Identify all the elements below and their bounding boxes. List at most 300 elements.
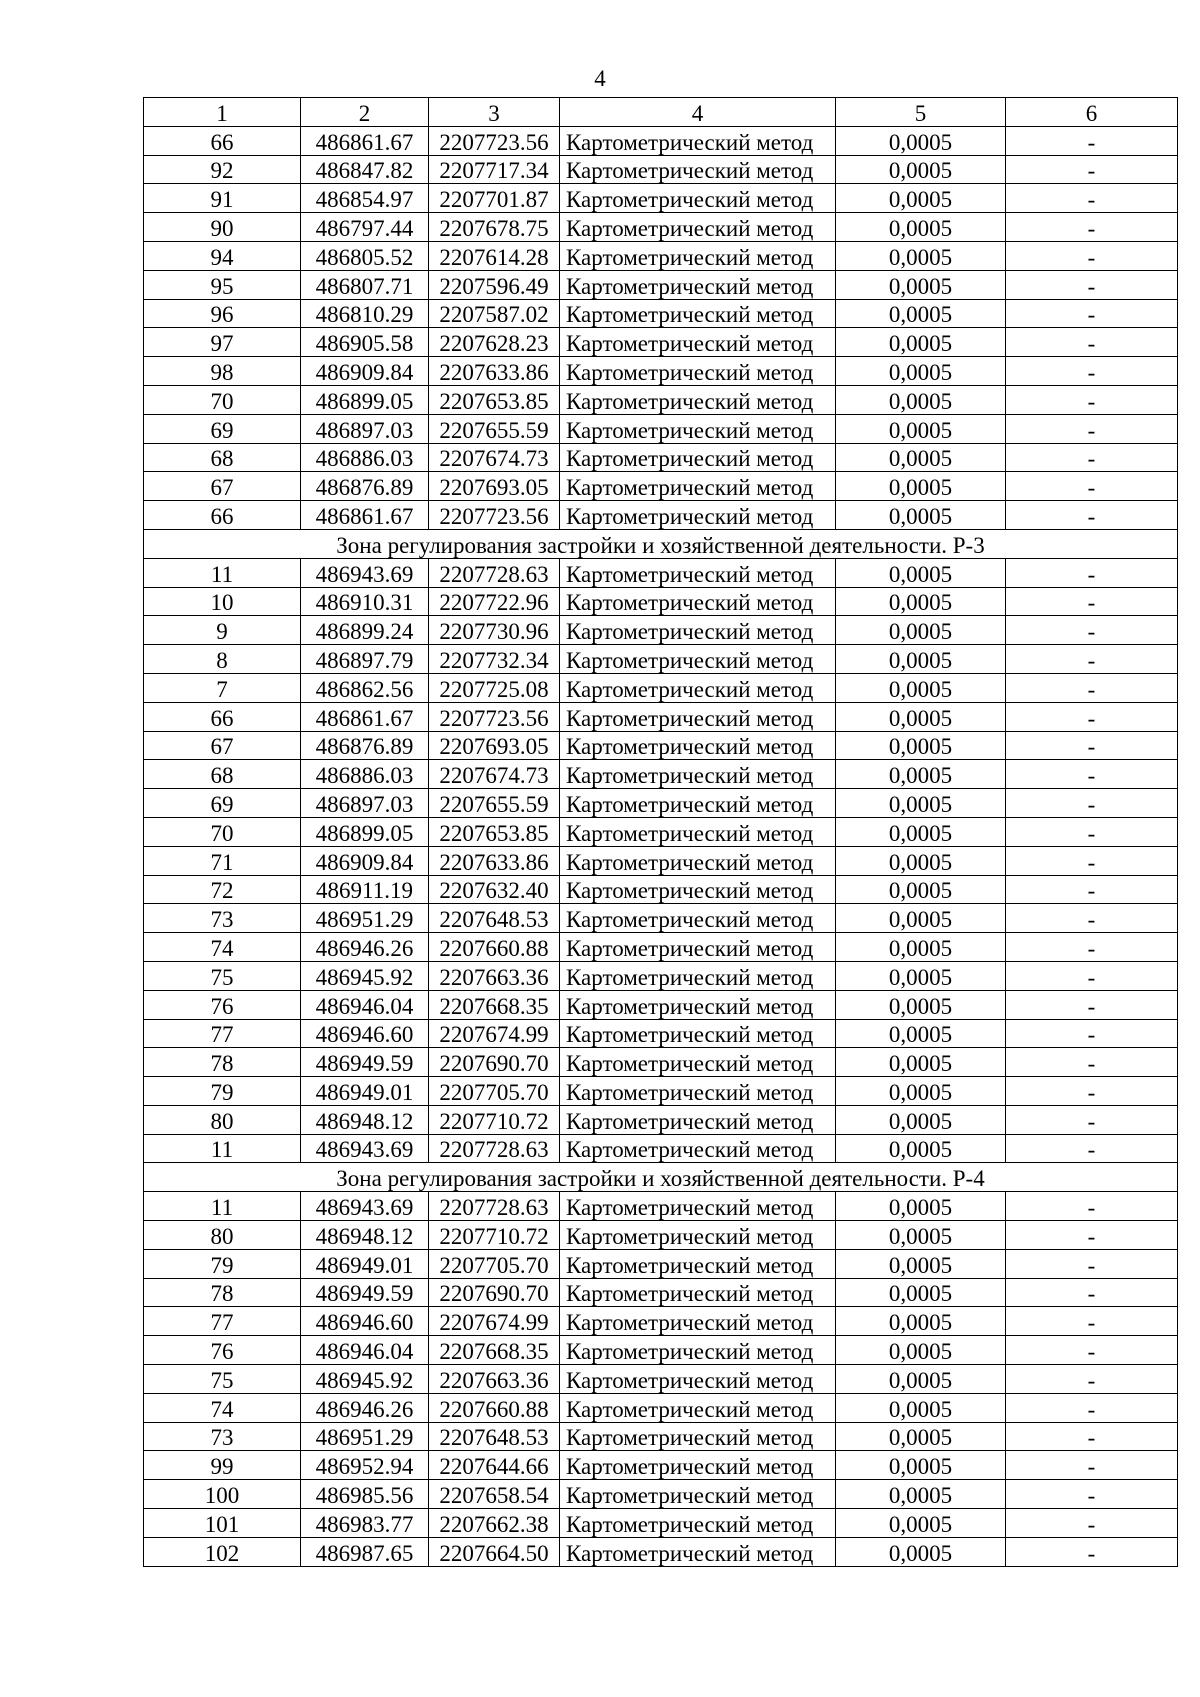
accuracy-cell: 0,0005 bbox=[836, 875, 1006, 904]
note-cell: - bbox=[1006, 328, 1178, 357]
method-cell: Картометрический метод bbox=[560, 1537, 836, 1566]
x-coordinate-cell: 486943.69 bbox=[301, 558, 429, 587]
note-cell: - bbox=[1006, 1019, 1178, 1048]
table-row bbox=[144, 328, 1178, 357]
accuracy-cell: 0,0005 bbox=[836, 1451, 1006, 1480]
table-row bbox=[144, 933, 1178, 962]
x-coordinate-cell: 486911.19 bbox=[301, 875, 429, 904]
method-cell: Картометрический метод bbox=[560, 1019, 836, 1048]
note-cell: - bbox=[1006, 299, 1178, 328]
note-cell: - bbox=[1006, 1365, 1178, 1394]
table-row bbox=[144, 1048, 1178, 1077]
accuracy-cell: 0,0005 bbox=[836, 933, 1006, 962]
note-cell: - bbox=[1006, 1393, 1178, 1422]
point-number-cell: 9 bbox=[144, 616, 301, 645]
y-coordinate-cell: 2207725.08 bbox=[429, 673, 560, 702]
method-cell: Картометрический метод bbox=[560, 1307, 836, 1336]
y-coordinate-cell: 2207655.59 bbox=[429, 789, 560, 818]
method-cell: Картометрический метод bbox=[560, 1221, 836, 1250]
table-body bbox=[144, 98, 1178, 1567]
x-coordinate-cell: 486807.71 bbox=[301, 270, 429, 299]
accuracy-cell: 0,0005 bbox=[836, 760, 1006, 789]
point-number-cell: 74 bbox=[144, 933, 301, 962]
y-coordinate-cell: 2207668.35 bbox=[429, 990, 560, 1019]
accuracy-cell: 0,0005 bbox=[836, 616, 1006, 645]
point-number-cell: 97 bbox=[144, 328, 301, 357]
method-cell: Картометрический метод bbox=[560, 126, 836, 155]
y-coordinate-cell: 2207644.66 bbox=[429, 1451, 560, 1480]
table-row bbox=[144, 155, 1178, 184]
x-coordinate-cell: 486948.12 bbox=[301, 1221, 429, 1250]
table-row bbox=[144, 1451, 1178, 1480]
accuracy-cell: 0,0005 bbox=[836, 155, 1006, 184]
point-number-cell: 79 bbox=[144, 1249, 301, 1278]
note-cell: - bbox=[1006, 1048, 1178, 1077]
accuracy-cell: 0,0005 bbox=[836, 184, 1006, 213]
header-cell: 5 bbox=[836, 98, 1006, 127]
table-row bbox=[144, 817, 1178, 846]
x-coordinate-cell: 486945.92 bbox=[301, 1365, 429, 1394]
point-number-cell: 102 bbox=[144, 1537, 301, 1566]
method-cell: Картометрический метод bbox=[560, 1048, 836, 1077]
accuracy-cell: 0,0005 bbox=[836, 1278, 1006, 1307]
method-cell: Картометрический метод bbox=[560, 328, 836, 357]
point-number-cell: 80 bbox=[144, 1105, 301, 1134]
method-cell: Картометрический метод bbox=[560, 1134, 836, 1163]
point-number-cell: 95 bbox=[144, 270, 301, 299]
y-coordinate-cell: 2207705.70 bbox=[429, 1077, 560, 1106]
accuracy-cell: 0,0005 bbox=[836, 443, 1006, 472]
x-coordinate-cell: 486951.29 bbox=[301, 904, 429, 933]
note-cell: - bbox=[1006, 616, 1178, 645]
accuracy-cell: 0,0005 bbox=[836, 1019, 1006, 1048]
note-cell: - bbox=[1006, 645, 1178, 674]
y-coordinate-cell: 2207723.56 bbox=[429, 501, 560, 530]
method-cell: Картометрический метод bbox=[560, 1278, 836, 1307]
accuracy-cell: 0,0005 bbox=[836, 357, 1006, 386]
accuracy-cell: 0,0005 bbox=[836, 1077, 1006, 1106]
point-number-cell: 98 bbox=[144, 357, 301, 386]
accuracy-cell: 0,0005 bbox=[836, 1192, 1006, 1221]
table-row bbox=[144, 1509, 1178, 1538]
note-cell: - bbox=[1006, 414, 1178, 443]
point-number-cell: 77 bbox=[144, 1019, 301, 1048]
note-cell: - bbox=[1006, 1422, 1178, 1451]
table-row bbox=[144, 1077, 1178, 1106]
method-cell: Картометрический метод bbox=[560, 789, 836, 818]
note-cell: - bbox=[1006, 1134, 1178, 1163]
y-coordinate-cell: 2207587.02 bbox=[429, 299, 560, 328]
table-row bbox=[144, 472, 1178, 501]
table-row bbox=[144, 616, 1178, 645]
accuracy-cell: 0,0005 bbox=[836, 1365, 1006, 1394]
y-coordinate-cell: 2207648.53 bbox=[429, 904, 560, 933]
x-coordinate-cell: 486861.67 bbox=[301, 702, 429, 731]
x-coordinate-cell: 486886.03 bbox=[301, 443, 429, 472]
table-row bbox=[144, 126, 1178, 155]
accuracy-cell: 0,0005 bbox=[836, 1422, 1006, 1451]
note-cell: - bbox=[1006, 673, 1178, 702]
x-coordinate-cell: 486949.59 bbox=[301, 1278, 429, 1307]
point-number-cell: 101 bbox=[144, 1509, 301, 1538]
y-coordinate-cell: 2207662.38 bbox=[429, 1509, 560, 1538]
point-number-cell: 68 bbox=[144, 760, 301, 789]
note-cell: - bbox=[1006, 789, 1178, 818]
point-number-cell: 66 bbox=[144, 126, 301, 155]
x-coordinate-cell: 486945.92 bbox=[301, 961, 429, 990]
method-cell: Картометрический метод bbox=[560, 299, 836, 328]
y-coordinate-cell: 2207664.50 bbox=[429, 1537, 560, 1566]
point-number-cell: 73 bbox=[144, 1422, 301, 1451]
accuracy-cell: 0,0005 bbox=[836, 328, 1006, 357]
note-cell: - bbox=[1006, 904, 1178, 933]
table-row bbox=[144, 443, 1178, 472]
accuracy-cell: 0,0005 bbox=[836, 299, 1006, 328]
table-row bbox=[144, 1422, 1178, 1451]
note-cell: - bbox=[1006, 558, 1178, 587]
table-row bbox=[144, 1278, 1178, 1307]
point-number-cell: 78 bbox=[144, 1048, 301, 1077]
table-row bbox=[144, 1192, 1178, 1221]
point-number-cell: 92 bbox=[144, 155, 301, 184]
header-cell: 3 bbox=[429, 98, 560, 127]
x-coordinate-cell: 486897.03 bbox=[301, 414, 429, 443]
table-row bbox=[144, 1249, 1178, 1278]
x-coordinate-cell: 486854.97 bbox=[301, 184, 429, 213]
note-cell: - bbox=[1006, 213, 1178, 242]
table-row bbox=[144, 1221, 1178, 1250]
accuracy-cell: 0,0005 bbox=[836, 1048, 1006, 1077]
note-cell: - bbox=[1006, 587, 1178, 616]
y-coordinate-cell: 2207723.56 bbox=[429, 126, 560, 155]
x-coordinate-cell: 486951.29 bbox=[301, 1422, 429, 1451]
accuracy-cell: 0,0005 bbox=[836, 817, 1006, 846]
note-cell: - bbox=[1006, 357, 1178, 386]
accuracy-cell: 0,0005 bbox=[836, 731, 1006, 760]
method-cell: Картометрический метод bbox=[560, 846, 836, 875]
y-coordinate-cell: 2207658.54 bbox=[429, 1480, 560, 1509]
accuracy-cell: 0,0005 bbox=[836, 587, 1006, 616]
x-coordinate-cell: 486949.01 bbox=[301, 1077, 429, 1106]
y-coordinate-cell: 2207648.53 bbox=[429, 1422, 560, 1451]
y-coordinate-cell: 2207730.96 bbox=[429, 616, 560, 645]
x-coordinate-cell: 486897.03 bbox=[301, 789, 429, 818]
point-number-cell: 68 bbox=[144, 443, 301, 472]
x-coordinate-cell: 486943.69 bbox=[301, 1192, 429, 1221]
note-cell: - bbox=[1006, 760, 1178, 789]
note-cell: - bbox=[1006, 933, 1178, 962]
accuracy-cell: 0,0005 bbox=[836, 241, 1006, 270]
accuracy-cell: 0,0005 bbox=[836, 501, 1006, 530]
x-coordinate-cell: 486899.05 bbox=[301, 817, 429, 846]
table-row bbox=[144, 731, 1178, 760]
section-title: Зона регулирования застройки и хозяйственной деятельности. Р-3 bbox=[144, 529, 1178, 558]
header-cell: 1 bbox=[144, 98, 301, 127]
x-coordinate-cell: 486876.89 bbox=[301, 472, 429, 501]
table-row bbox=[144, 1336, 1178, 1365]
accuracy-cell: 0,0005 bbox=[836, 904, 1006, 933]
note-cell: - bbox=[1006, 241, 1178, 270]
method-cell: Картометрический метод bbox=[560, 472, 836, 501]
point-number-cell: 76 bbox=[144, 990, 301, 1019]
page-number: 4 bbox=[594, 66, 606, 91]
point-number-cell: 73 bbox=[144, 904, 301, 933]
y-coordinate-cell: 2207693.05 bbox=[429, 731, 560, 760]
note-cell: - bbox=[1006, 1278, 1178, 1307]
table-row bbox=[144, 990, 1178, 1019]
table-row bbox=[144, 702, 1178, 731]
point-number-cell: 90 bbox=[144, 213, 301, 242]
x-coordinate-cell: 486909.84 bbox=[301, 846, 429, 875]
x-coordinate-cell: 486948.12 bbox=[301, 1105, 429, 1134]
accuracy-cell: 0,0005 bbox=[836, 126, 1006, 155]
table-row bbox=[144, 501, 1178, 530]
table-row bbox=[144, 587, 1178, 616]
x-coordinate-cell: 486949.59 bbox=[301, 1048, 429, 1077]
y-coordinate-cell: 2207653.85 bbox=[429, 385, 560, 414]
x-coordinate-cell: 486946.60 bbox=[301, 1307, 429, 1336]
x-coordinate-cell: 486910.31 bbox=[301, 587, 429, 616]
x-coordinate-cell: 486983.77 bbox=[301, 1509, 429, 1538]
point-number-cell: 99 bbox=[144, 1451, 301, 1480]
table-row bbox=[144, 961, 1178, 990]
accuracy-cell: 0,0005 bbox=[836, 1537, 1006, 1566]
y-coordinate-cell: 2207633.86 bbox=[429, 846, 560, 875]
note-cell: - bbox=[1006, 817, 1178, 846]
method-cell: Картометрический метод bbox=[560, 184, 836, 213]
y-coordinate-cell: 2207710.72 bbox=[429, 1105, 560, 1134]
point-number-cell: 78 bbox=[144, 1278, 301, 1307]
accuracy-cell: 0,0005 bbox=[836, 1393, 1006, 1422]
x-coordinate-cell: 486909.84 bbox=[301, 357, 429, 386]
note-cell: - bbox=[1006, 1192, 1178, 1221]
accuracy-cell: 0,0005 bbox=[836, 414, 1006, 443]
x-coordinate-cell: 486946.04 bbox=[301, 990, 429, 1019]
method-cell: Картометрический метод bbox=[560, 357, 836, 386]
method-cell: Картометрический метод bbox=[560, 817, 836, 846]
accuracy-cell: 0,0005 bbox=[836, 1509, 1006, 1538]
point-number-cell: 70 bbox=[144, 817, 301, 846]
note-cell: - bbox=[1006, 1221, 1178, 1250]
note-cell: - bbox=[1006, 875, 1178, 904]
method-cell: Картометрический метод bbox=[560, 1077, 836, 1106]
accuracy-cell: 0,0005 bbox=[836, 1221, 1006, 1250]
accuracy-cell: 0,0005 bbox=[836, 673, 1006, 702]
x-coordinate-cell: 486862.56 bbox=[301, 673, 429, 702]
x-coordinate-cell: 486987.65 bbox=[301, 1537, 429, 1566]
method-cell: Картометрический метод bbox=[560, 558, 836, 587]
table-row bbox=[144, 1307, 1178, 1336]
y-coordinate-cell: 2207663.36 bbox=[429, 961, 560, 990]
method-cell: Картометрический метод bbox=[560, 385, 836, 414]
accuracy-cell: 0,0005 bbox=[836, 385, 1006, 414]
accuracy-cell: 0,0005 bbox=[836, 472, 1006, 501]
y-coordinate-cell: 2207723.56 bbox=[429, 702, 560, 731]
y-coordinate-cell: 2207728.63 bbox=[429, 1192, 560, 1221]
y-coordinate-cell: 2207632.40 bbox=[429, 875, 560, 904]
y-coordinate-cell: 2207653.85 bbox=[429, 817, 560, 846]
point-number-cell: 75 bbox=[144, 961, 301, 990]
y-coordinate-cell: 2207690.70 bbox=[429, 1278, 560, 1307]
point-number-cell: 75 bbox=[144, 1365, 301, 1394]
table-row bbox=[144, 270, 1178, 299]
x-coordinate-cell: 486899.24 bbox=[301, 616, 429, 645]
method-cell: Картометрический метод bbox=[560, 1249, 836, 1278]
y-coordinate-cell: 2207722.96 bbox=[429, 587, 560, 616]
note-cell: - bbox=[1006, 155, 1178, 184]
table-row bbox=[144, 1393, 1178, 1422]
point-number-cell: 8 bbox=[144, 645, 301, 674]
table-row bbox=[144, 385, 1178, 414]
header-cell: 2 bbox=[301, 98, 429, 127]
method-cell: Картометрический метод bbox=[560, 990, 836, 1019]
method-cell: Картометрический метод bbox=[560, 1422, 836, 1451]
point-number-cell: 96 bbox=[144, 299, 301, 328]
note-cell: - bbox=[1006, 1509, 1178, 1538]
method-cell: Картометрический метод bbox=[560, 1336, 836, 1365]
x-coordinate-cell: 486946.04 bbox=[301, 1336, 429, 1365]
y-coordinate-cell: 2207655.59 bbox=[429, 414, 560, 443]
note-cell: - bbox=[1006, 1537, 1178, 1566]
method-cell: Картометрический метод bbox=[560, 616, 836, 645]
method-cell: Картометрический метод bbox=[560, 645, 836, 674]
note-cell: - bbox=[1006, 1077, 1178, 1106]
table-row bbox=[144, 299, 1178, 328]
note-cell: - bbox=[1006, 1451, 1178, 1480]
coordinates-table bbox=[143, 97, 1178, 1567]
y-coordinate-cell: 2207633.86 bbox=[429, 357, 560, 386]
method-cell: Картометрический метод bbox=[560, 1105, 836, 1134]
x-coordinate-cell: 486797.44 bbox=[301, 213, 429, 242]
accuracy-cell: 0,0005 bbox=[836, 1480, 1006, 1509]
point-number-cell: 11 bbox=[144, 1192, 301, 1221]
x-coordinate-cell: 486943.69 bbox=[301, 1134, 429, 1163]
x-coordinate-cell: 486985.56 bbox=[301, 1480, 429, 1509]
y-coordinate-cell: 2207693.05 bbox=[429, 472, 560, 501]
table-row bbox=[144, 414, 1178, 443]
method-cell: Картометрический метод bbox=[560, 155, 836, 184]
y-coordinate-cell: 2207728.63 bbox=[429, 558, 560, 587]
method-cell: Картометрический метод bbox=[560, 1509, 836, 1538]
accuracy-cell: 0,0005 bbox=[836, 1134, 1006, 1163]
point-number-cell: 94 bbox=[144, 241, 301, 270]
table-row bbox=[144, 875, 1178, 904]
point-number-cell: 11 bbox=[144, 1134, 301, 1163]
table-row bbox=[144, 357, 1178, 386]
method-cell: Картометрический метод bbox=[560, 702, 836, 731]
y-coordinate-cell: 2207728.63 bbox=[429, 1134, 560, 1163]
note-cell: - bbox=[1006, 731, 1178, 760]
note-cell: - bbox=[1006, 501, 1178, 530]
y-coordinate-cell: 2207674.73 bbox=[429, 443, 560, 472]
y-coordinate-cell: 2207717.34 bbox=[429, 155, 560, 184]
accuracy-cell: 0,0005 bbox=[836, 645, 1006, 674]
x-coordinate-cell: 486805.52 bbox=[301, 241, 429, 270]
header-cell: 4 bbox=[560, 98, 836, 127]
accuracy-cell: 0,0005 bbox=[836, 789, 1006, 818]
note-cell: - bbox=[1006, 1307, 1178, 1336]
section-title-row bbox=[144, 529, 1178, 558]
y-coordinate-cell: 2207674.73 bbox=[429, 760, 560, 789]
note-cell: - bbox=[1006, 1249, 1178, 1278]
note-cell: - bbox=[1006, 443, 1178, 472]
method-cell: Картометрический метод bbox=[560, 673, 836, 702]
y-coordinate-cell: 2207705.70 bbox=[429, 1249, 560, 1278]
accuracy-cell: 0,0005 bbox=[836, 558, 1006, 587]
x-coordinate-cell: 486876.89 bbox=[301, 731, 429, 760]
note-cell: - bbox=[1006, 1480, 1178, 1509]
point-number-cell: 67 bbox=[144, 472, 301, 501]
y-coordinate-cell: 2207668.35 bbox=[429, 1336, 560, 1365]
accuracy-cell: 0,0005 bbox=[836, 846, 1006, 875]
point-number-cell: 74 bbox=[144, 1393, 301, 1422]
y-coordinate-cell: 2207596.49 bbox=[429, 270, 560, 299]
method-cell: Картометрический метод bbox=[560, 414, 836, 443]
point-number-cell: 67 bbox=[144, 731, 301, 760]
method-cell: Картометрический метод bbox=[560, 933, 836, 962]
y-coordinate-cell: 2207678.75 bbox=[429, 213, 560, 242]
point-number-cell: 66 bbox=[144, 501, 301, 530]
section-title: Зона регулирования застройки и хозяйственной деятельности. Р-4 bbox=[144, 1163, 1178, 1192]
point-number-cell: 66 bbox=[144, 702, 301, 731]
note-cell: - bbox=[1006, 1105, 1178, 1134]
section-title-row bbox=[144, 1163, 1178, 1192]
x-coordinate-cell: 486946.26 bbox=[301, 933, 429, 962]
table-row bbox=[144, 241, 1178, 270]
method-cell: Картометрический метод bbox=[560, 731, 836, 760]
y-coordinate-cell: 2207663.36 bbox=[429, 1365, 560, 1394]
x-coordinate-cell: 486810.29 bbox=[301, 299, 429, 328]
note-cell: - bbox=[1006, 990, 1178, 1019]
point-number-cell: 91 bbox=[144, 184, 301, 213]
x-coordinate-cell: 486905.58 bbox=[301, 328, 429, 357]
table-row bbox=[144, 673, 1178, 702]
accuracy-cell: 0,0005 bbox=[836, 213, 1006, 242]
x-coordinate-cell: 486897.79 bbox=[301, 645, 429, 674]
accuracy-cell: 0,0005 bbox=[836, 1105, 1006, 1134]
y-coordinate-cell: 2207674.99 bbox=[429, 1019, 560, 1048]
note-cell: - bbox=[1006, 702, 1178, 731]
point-number-cell: 79 bbox=[144, 1077, 301, 1106]
table-row bbox=[144, 760, 1178, 789]
note-cell: - bbox=[1006, 846, 1178, 875]
x-coordinate-cell: 486861.67 bbox=[301, 126, 429, 155]
y-coordinate-cell: 2207674.99 bbox=[429, 1307, 560, 1336]
method-cell: Картометрический метод bbox=[560, 904, 836, 933]
x-coordinate-cell: 486952.94 bbox=[301, 1451, 429, 1480]
method-cell: Картометрический метод bbox=[560, 1480, 836, 1509]
table-row bbox=[144, 846, 1178, 875]
y-coordinate-cell: 2207690.70 bbox=[429, 1048, 560, 1077]
y-coordinate-cell: 2207614.28 bbox=[429, 241, 560, 270]
table-header-row bbox=[144, 98, 1178, 127]
table-row bbox=[144, 558, 1178, 587]
point-number-cell: 69 bbox=[144, 789, 301, 818]
table-row bbox=[144, 1134, 1178, 1163]
table-row bbox=[144, 1019, 1178, 1048]
point-number-cell: 76 bbox=[144, 1336, 301, 1365]
point-number-cell: 11 bbox=[144, 558, 301, 587]
x-coordinate-cell: 486886.03 bbox=[301, 760, 429, 789]
method-cell: Картометрический метод bbox=[560, 961, 836, 990]
method-cell: Картометрический метод bbox=[560, 501, 836, 530]
note-cell: - bbox=[1006, 270, 1178, 299]
method-cell: Картометрический метод bbox=[560, 587, 836, 616]
method-cell: Картометрический метод bbox=[560, 1365, 836, 1394]
table-row bbox=[144, 184, 1178, 213]
point-number-cell: 100 bbox=[144, 1480, 301, 1509]
table-row bbox=[144, 789, 1178, 818]
